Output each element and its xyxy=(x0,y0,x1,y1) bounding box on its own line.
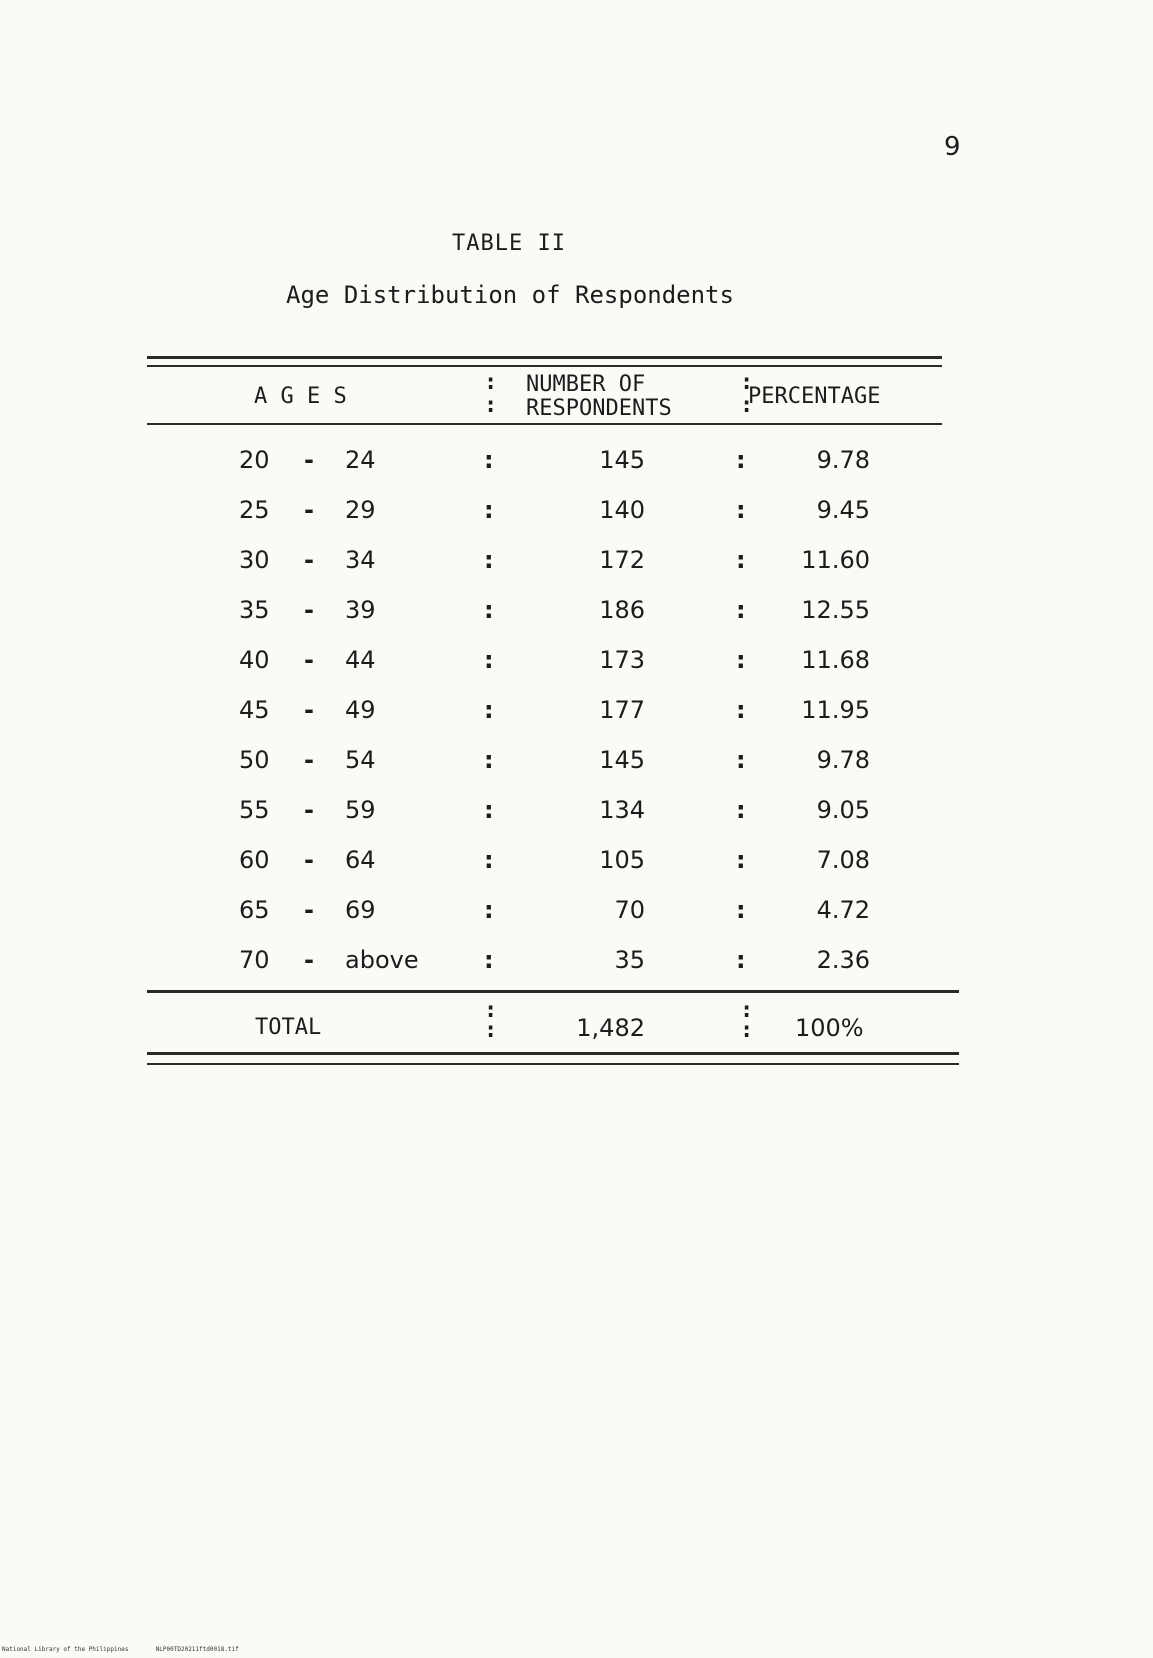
age-to: 69 xyxy=(345,896,376,924)
age-to: above xyxy=(345,946,419,974)
age-from: 30 xyxy=(239,546,270,574)
respondents-count: 173 xyxy=(599,646,645,674)
separator: : xyxy=(484,796,494,824)
total-top-rule xyxy=(147,990,959,993)
percentage: 11.95 xyxy=(801,696,870,724)
separator: : xyxy=(736,746,746,774)
separator: : xyxy=(484,496,494,524)
age-from: 50 xyxy=(239,746,270,774)
age-to: 39 xyxy=(345,596,376,624)
header-percentage: PERCENTAGE xyxy=(748,384,881,409)
table-row xyxy=(0,496,1153,546)
respondents-count: 145 xyxy=(599,446,645,474)
separator: : xyxy=(736,896,746,924)
percentage: 11.60 xyxy=(801,546,870,574)
age-from: 65 xyxy=(239,896,270,924)
age-dash: - xyxy=(304,646,314,674)
age-dash: - xyxy=(304,496,314,524)
page-number: 9 xyxy=(944,132,961,162)
table-bottom-rule-2 xyxy=(147,1063,959,1065)
respondents-count: 172 xyxy=(599,546,645,574)
age-from: 70 xyxy=(239,946,270,974)
respondents-count: 70 xyxy=(614,896,645,924)
separator: : xyxy=(484,746,494,774)
header-ages: A G E S xyxy=(254,384,347,409)
table-row xyxy=(0,596,1153,646)
respondents-count: 186 xyxy=(599,596,645,624)
total-separator-2: : xyxy=(740,998,754,1023)
table-title: Age Distribution of Respondents xyxy=(286,281,734,309)
separator: : xyxy=(736,596,746,624)
total-label: TOTAL xyxy=(255,1015,322,1040)
total-number: 1,482 xyxy=(576,1014,645,1042)
percentage: 4.72 xyxy=(816,896,870,924)
separator: : xyxy=(484,546,494,574)
age-to: 34 xyxy=(345,546,376,574)
age-to: 64 xyxy=(345,846,376,874)
percentage: 9.05 xyxy=(816,796,870,824)
age-from: 40 xyxy=(239,646,270,674)
table-row xyxy=(0,846,1153,896)
header-number xyxy=(526,373,672,421)
age-to: 59 xyxy=(345,796,376,824)
age-dash: - xyxy=(304,896,314,924)
respondents-count: 140 xyxy=(599,496,645,524)
header-separator-1b: : xyxy=(484,393,498,418)
percentage: 7.08 xyxy=(816,846,870,874)
age-to: 44 xyxy=(345,646,376,674)
table-row xyxy=(0,546,1153,596)
separator: : xyxy=(736,446,746,474)
table-row xyxy=(0,446,1153,496)
total-separator-1: : xyxy=(484,998,498,1023)
percentage: 9.78 xyxy=(816,746,870,774)
respondents-count: 177 xyxy=(599,696,645,724)
separator: : xyxy=(484,896,494,924)
table-label: TABLE II xyxy=(452,231,566,256)
separator: : xyxy=(484,846,494,874)
table-row xyxy=(0,896,1153,946)
age-dash: - xyxy=(304,796,314,824)
respondents-count: 134 xyxy=(599,796,645,824)
total-percentage: 100% xyxy=(795,1014,864,1042)
table-bottom-rule xyxy=(147,1052,959,1055)
separator: : xyxy=(736,496,746,524)
age-dash: - xyxy=(304,446,314,474)
table-row xyxy=(0,746,1153,796)
footer-library: National Library of the Philippines xyxy=(2,1646,129,1653)
separator: : xyxy=(736,796,746,824)
percentage: 2.36 xyxy=(816,946,870,974)
table-top-rule-2 xyxy=(147,365,942,367)
age-to: 24 xyxy=(345,446,376,474)
age-from: 55 xyxy=(239,796,270,824)
percentage: 9.78 xyxy=(816,446,870,474)
percentage: 11.68 xyxy=(801,646,870,674)
age-dash: - xyxy=(304,846,314,874)
table-top-rule xyxy=(147,356,942,359)
respondents-count: 105 xyxy=(599,846,645,874)
header-bottom-rule xyxy=(147,423,942,425)
separator: : xyxy=(484,946,494,974)
header-separator-1: : xyxy=(484,370,498,395)
age-dash: - xyxy=(304,946,314,974)
separator: : xyxy=(484,446,494,474)
age-dash: - xyxy=(304,746,314,774)
total-separator-2b: : xyxy=(740,1018,754,1043)
separator: : xyxy=(484,596,494,624)
total-separator-1b: : xyxy=(484,1018,498,1043)
separator: : xyxy=(736,696,746,724)
separator: : xyxy=(736,846,746,874)
age-to: 49 xyxy=(345,696,376,724)
table-row xyxy=(0,696,1153,746)
header-separator-2: : xyxy=(740,370,754,395)
percentage: 9.45 xyxy=(816,496,870,524)
percentage: 12.55 xyxy=(801,596,870,624)
age-to: 54 xyxy=(345,746,376,774)
age-from: 20 xyxy=(239,446,270,474)
footer-file: NLP00TD20211ftd0018.tif xyxy=(155,1646,239,1653)
respondents-count: 145 xyxy=(599,746,645,774)
header-number-line2: RESPONDENTS xyxy=(526,396,672,421)
table-row xyxy=(0,796,1153,846)
age-dash: - xyxy=(304,546,314,574)
header-separator-2b: : xyxy=(740,393,754,418)
age-from: 45 xyxy=(239,696,270,724)
separator: : xyxy=(736,946,746,974)
separator: : xyxy=(484,646,494,674)
age-dash: - xyxy=(304,596,314,624)
separator: : xyxy=(484,696,494,724)
age-from: 25 xyxy=(239,496,270,524)
table-row xyxy=(0,646,1153,696)
separator: : xyxy=(736,646,746,674)
header-number-line1: NUMBER OF xyxy=(526,372,646,397)
table-row xyxy=(0,946,1153,996)
age-from: 60 xyxy=(239,846,270,874)
age-from: 35 xyxy=(239,596,270,624)
separator: : xyxy=(736,546,746,574)
scan-footer xyxy=(2,1646,239,1653)
respondents-count: 35 xyxy=(614,946,645,974)
age-dash: - xyxy=(304,696,314,724)
age-to: 29 xyxy=(345,496,376,524)
